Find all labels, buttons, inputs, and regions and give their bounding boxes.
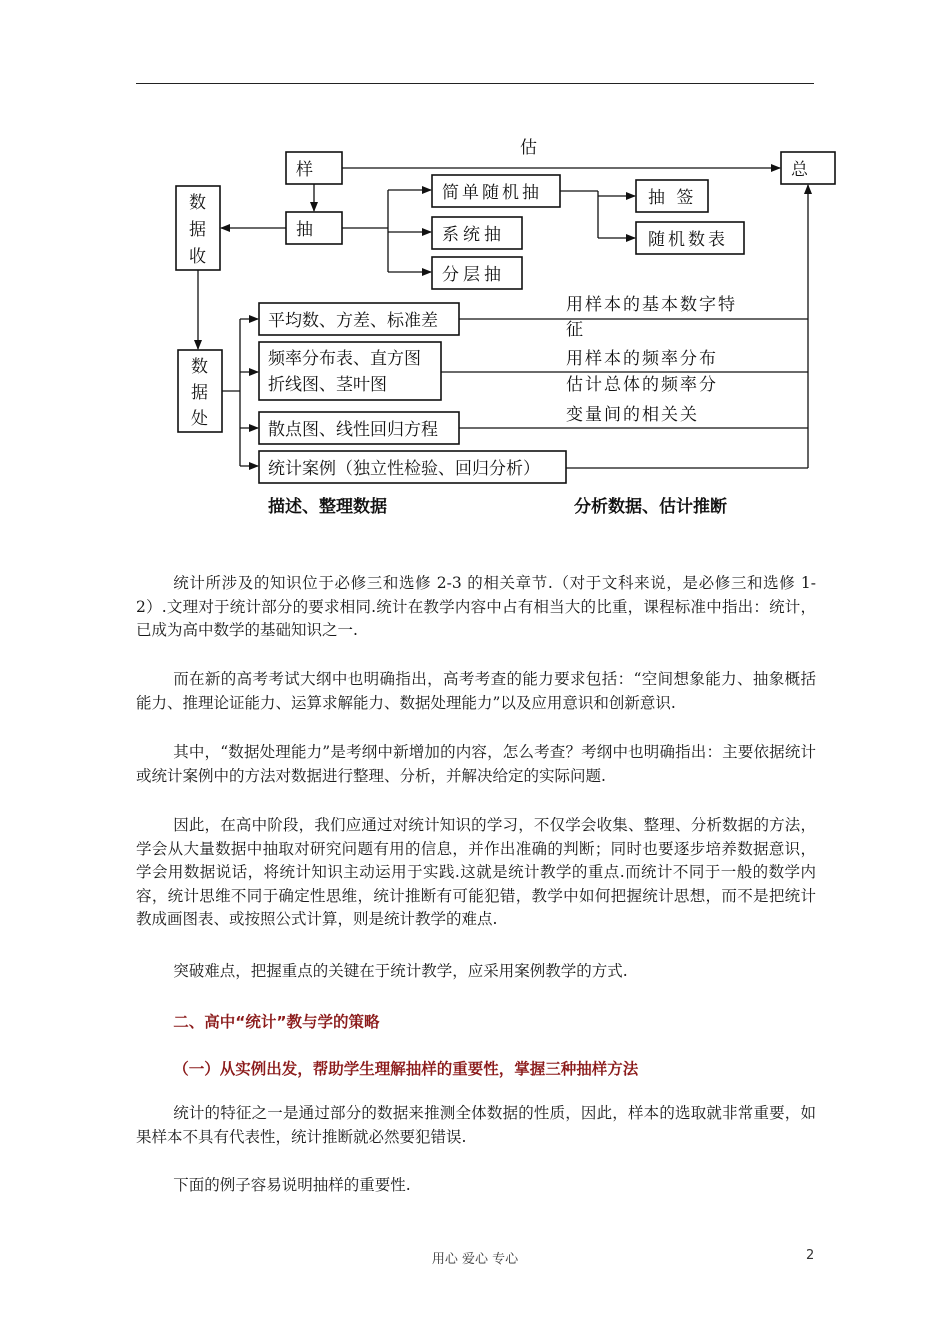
data-collect-c1: 数	[189, 193, 206, 213]
paragraph-3: 其中，“数据处理能力”是考纲中新增加的内容，怎么考查？考纲中也明确指出：主要依据统计或统计案例中的方法对数据进行整理、分析，并解决给定的实际问题.	[136, 743, 816, 785]
right-caption: 分析数据、估计推断	[574, 497, 727, 517]
data-process-c3: 处	[191, 409, 208, 429]
page-number: 2	[806, 1248, 815, 1263]
estimate-label: 估	[520, 138, 537, 158]
frequency-label-2: 折线图、茎叶图	[268, 375, 387, 395]
paragraph-6: 统计的特征之一是通过部分的数据来推测全体数据的性质，因此，样本的选取就非常重要，如果样本不具有代表性，统计推断就必然要犯错误.	[136, 1104, 816, 1146]
statistical-case-label: 统计案例（独立性检验、回归分析）	[268, 459, 540, 479]
simple-random-label: 简单随机抽	[442, 183, 542, 203]
paragraph-2: 而在新的高考考试大纲中也明确指出，高考考查的能力要求包括：“空间想象能力、抽象概括能力、推理论证能力、运算求解能力、数据处理能力”以及应用意识和创新意识.	[136, 670, 816, 712]
mean-variance-label: 平均数、方差、标准差	[268, 311, 438, 331]
data-collect-c3: 收	[189, 247, 206, 267]
left-caption: 描述、整理数据	[268, 497, 387, 517]
scatter-regression-label: 散点图、线性回归方程	[268, 420, 438, 440]
total-box-label: 总	[791, 160, 808, 180]
right-text-2b: 估计总体的频率分	[566, 375, 718, 395]
statistics-flow-diagram	[0, 0, 950, 560]
lottery-label: 抽 签	[648, 188, 697, 208]
right-text-3: 变量间的相关关	[566, 405, 699, 425]
random-table-label: 随机数表	[648, 230, 728, 250]
paragraph-1: 统计所涉及的知识位于必修三和选修 2-3 的相关章节.（对于文科来说，是必修三和选修 1-2）.文理对于统计部分的要求相同.统计在教学内容中占有相当大的比重，课程标准中指出：统计，已成为高中数学的基础知识之一.	[136, 574, 816, 639]
data-process-c2: 据	[191, 383, 208, 403]
subsection-heading: （一）从实例出发，帮助学生理解抽样的重要性，掌握三种抽样方法	[173, 1060, 639, 1078]
data-process-c1: 数	[191, 357, 208, 377]
section-heading: 二、高中“统计”教与学的策略	[173, 1013, 380, 1031]
frequency-label-1: 频率分布表、直方图	[268, 349, 421, 369]
paragraph-7: 下面的例子容易说明抽样的重要性.	[173, 1176, 411, 1194]
paragraph-4: 因此，在高中阶段，我们应通过对统计知识的学习，不仅学会收集、整理、分析数据的方法，学会从大量数据中抽取对研究问题有用的信息，并作出准确的判断；同时也要逐步培养数据意识，学会用数据说话，将统计知识主动运用于实践.这就是统计教学的重点.而统计不同于一般的数学内容，统计思维不同于确定性思维，统计推断有可能犯错，教学中如何把握统计思想，而不是把统计教成画图表、或按照公式计算，则是统计教学的难点.	[136, 816, 816, 928]
sample-box	[286, 152, 342, 184]
sample-box-label: 样	[296, 160, 313, 180]
right-text-2a: 用样本的频率分布	[566, 349, 718, 369]
total-box	[781, 152, 835, 184]
data-collect-c2: 据	[189, 220, 206, 240]
right-text-1a: 用样本的基本数字特	[566, 295, 737, 315]
page-footer: 用心 爱心 专心	[431, 1252, 519, 1267]
systematic-label: 系统抽	[442, 225, 505, 245]
sampling-box	[286, 212, 342, 244]
sampling-box-label: 抽	[296, 220, 313, 240]
stratified-label: 分层抽	[442, 265, 505, 285]
right-text-1b: 征	[566, 320, 583, 340]
paragraph-5: 突破难点，把握重点的关键在于统计教学，应采用案例教学的方式.	[173, 962, 628, 980]
